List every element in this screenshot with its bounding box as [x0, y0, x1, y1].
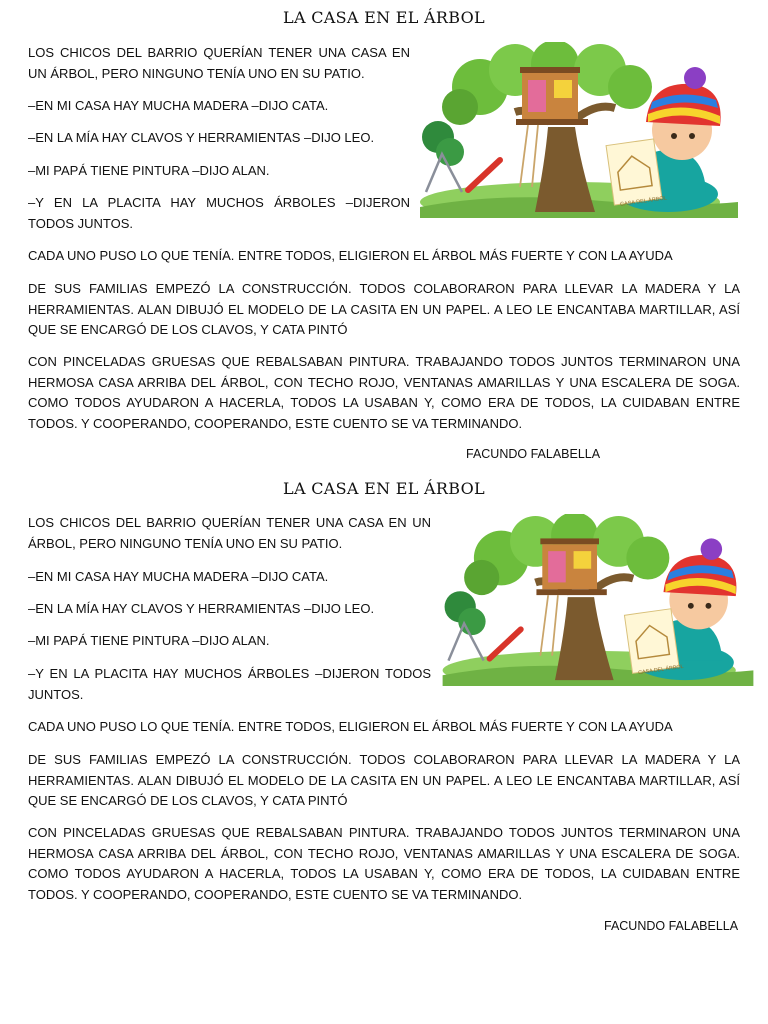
- dialogue-alan: –MI PAPÁ TIENE PINTURA –DIJO ALAN.: [28, 633, 270, 648]
- paragraph-cada-uno: CADA UNO PUSO LO QUE TENÍA. ENTRE TODOS, ELIGIERON EL ÁRBOL MÁS FUERTE Y CON LA AYUDA: [28, 248, 673, 263]
- story-title: LA CASA EN EL ÁRBOL: [283, 8, 485, 27]
- dialogue-todos: –Y EN LA PLACITA HAY MUCHOS ÁRBOLES –DIJERON TODOS JUNTOS.: [28, 195, 410, 231]
- paragraph-cada-uno: CADA UNO PUSO LO QUE TENÍA. ENTRE TODOS, ELIGIERON EL ÁRBOL MÁS FUERTE Y CON LA AYUDA: [28, 719, 673, 734]
- paragraph-familias: DE SUS FAMILIAS EMPEZÓ LA CONSTRUCCIÓN. TODOS COLABORARON PARA LLEVAR LA MADERA Y LA HERRAMIENTAS. ALAN DIBUJÓ EL MODELO DE LA CASITA EN UN PAPEL. A LEO LE ENCANTABA MARTILLAR, ASÍ QUE SE ENCARGÓ DE LOS CLAVOS, Y CATA PINTÓ: [28, 752, 740, 808]
- dialogue-cata: –EN MI CASA HAY MUCHA MADERA –DIJO CATA.: [28, 569, 329, 584]
- dialogue-alan: –MI PAPÁ TIENE PINTURA –DIJO ALAN.: [28, 163, 270, 178]
- illustration-sign-text: CASA DEL ÁRBOL: [637, 663, 684, 677]
- author-name: FACUNDO FALABELLA: [466, 447, 601, 461]
- illustration-art: [420, 42, 738, 218]
- dialogue-leo: –EN LA MÍA HAY CLAVOS Y HERRAMIENTAS –DIJO LEO.: [28, 130, 375, 145]
- paragraph-pinceladas: CON PINCELADAS GRUESAS QUE REBALSABAN PINTURA. TRABAJANDO TODOS JUNTOS TERMINARON UNA HERMOSA CASA ARRIBA DEL ÁRBOL, CON TECHO ROJO, VENTANAS AMARILLAS Y UNA ESCALERA DE SOGA. COMO TODOS AYUDARON A HACERLA, TODOS LA USABAN Y, COMO ERA DE TODOS, LA CUIDABAN ENTRE TODOS. Y COOPERANDO, COOPERANDO, ESTE CUENTO SE VA TERMINANDO.: [28, 354, 740, 431]
- treehouse-illustration: [442, 514, 754, 686]
- story-title: LA CASA EN EL ÁRBOL: [283, 479, 485, 498]
- dialogue-leo: –EN LA MÍA HAY CLAVOS Y HERRAMIENTAS –DIJO LEO.: [28, 601, 375, 616]
- dialogue-cata: –EN MI CASA HAY MUCHA MADERA –DIJO CATA.: [28, 98, 329, 113]
- paragraph-familias: DE SUS FAMILIAS EMPEZÓ LA CONSTRUCCIÓN. TODOS COLABORARON PARA LLEVAR LA MADERA Y LA HERRAMIENTAS. ALAN DIBUJÓ EL MODELO DE LA CASITA EN UN PAPEL. A LEO LE ENCANTABA MARTILLAR, ASÍ QUE SE ENCARGÓ DE LOS CLAVOS, Y CATA PINTÓ: [28, 281, 740, 337]
- author-name: FACUNDO FALABELLA: [604, 919, 739, 933]
- paragraph-pinceladas: CON PINCELADAS GRUESAS QUE REBALSABAN PINTURA. TRABAJANDO TODOS JUNTOS TERMINARON UNA HERMOSA CASA ARRIBA DEL ÁRBOL, CON TECHO ROJO, VENTANAS AMARILLAS Y UNA ESCALERA DE SOGA. COMO TODOS AYUDARON A HACERLA, TODOS LA USABAN Y, COMO ERA DE TODOS, LA CUIDABAN ENTRE TODOS. Y COOPERANDO, COOPERANDO, ESTE CUENTO SE VA TERMINANDO.: [28, 825, 740, 902]
- illustration-sign-text: CASA DEL ÁRBOL: [619, 195, 668, 208]
- paragraph-intro: LOS CHICOS DEL BARRIO QUERÍAN TENER UNA CASA EN UN ÁRBOL, PERO NINGUNO TENÍA UNO EN SU PATIO.: [28, 45, 410, 81]
- illustration-art: [443, 514, 754, 686]
- dialogue-todos: –Y EN LA PLACITA HAY MUCHOS ÁRBOLES –DIJERON TODOS JUNTOS.: [28, 666, 431, 702]
- paragraph-intro: LOS CHICOS DEL BARRIO QUERÍAN TENER UNA CASA EN UN ÁRBOL, PERO NINGUNO TENÍA UNO EN SU PATIO.: [28, 515, 431, 551]
- treehouse-illustration: [420, 42, 738, 218]
